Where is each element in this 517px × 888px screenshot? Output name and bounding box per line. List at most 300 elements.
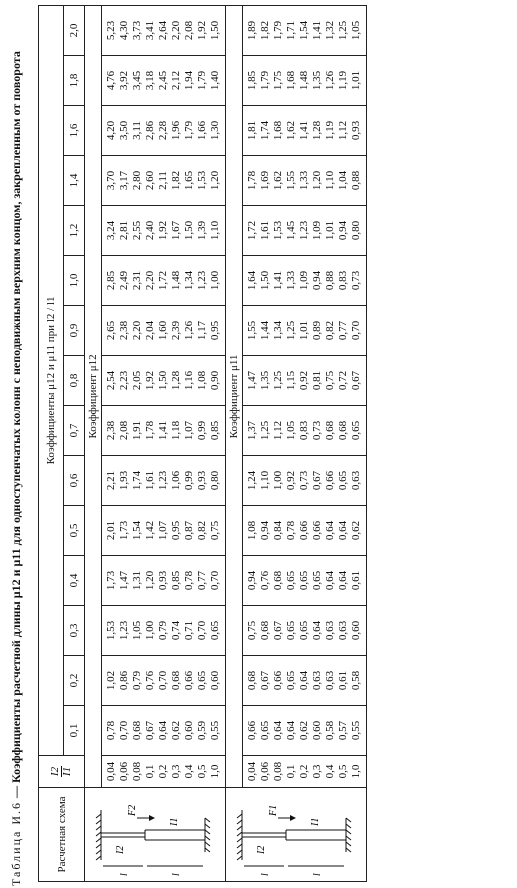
value-cell: 0,55 (209, 706, 226, 756)
value-cell: 1,50 (259, 256, 272, 306)
value-cell: 1,75 (272, 56, 285, 106)
value-cell: 2,08 (183, 5, 196, 55)
value-cell: 0,68 (170, 656, 183, 706)
value-cell: 0,78 (102, 706, 119, 756)
value-cell: 1,25 (272, 356, 285, 406)
value-cell: 1,91 (131, 406, 144, 456)
value-cell: 1,17 (196, 306, 209, 356)
value-cell: 1,39 (196, 206, 209, 256)
value-cell: 1,89 (243, 5, 260, 55)
value-cell: 1,23 (196, 256, 209, 306)
value-cell: 0,94 (243, 556, 260, 606)
value-cell: 1,01 (324, 206, 337, 256)
table-row (144, 5, 157, 881)
value-cell: 1,96 (170, 106, 183, 156)
value-cell: 0,66 (183, 656, 196, 706)
value-cell: 1,25 (337, 5, 350, 55)
value-cell: 0,63 (311, 656, 324, 706)
table-row (196, 5, 209, 881)
column-header: 2,0 (64, 5, 85, 55)
value-cell: 1,31 (131, 556, 144, 606)
value-cell: 1,82 (259, 5, 272, 55)
value-cell: 0,88 (350, 156, 367, 206)
value-cell: 1,94 (183, 56, 196, 106)
value-cell: 1,12 (272, 406, 285, 456)
value-cell: 1,81 (243, 106, 260, 156)
value-cell: 0,62 (298, 706, 311, 756)
value-cell: 1,55 (243, 306, 260, 356)
value-cell: 1,61 (259, 206, 272, 256)
value-cell: 1,73 (118, 506, 131, 556)
value-cell: 0,75 (324, 356, 337, 406)
coefficients-group-header: Коэффициенты μ12 и μ11 при l2 / l1 (39, 5, 64, 755)
value-cell: 2,20 (131, 306, 144, 356)
value-cell: 0,85 (170, 556, 183, 606)
table-row (311, 5, 324, 881)
svg-text:l: l (170, 873, 182, 877)
value-cell: 3,73 (131, 5, 144, 55)
value-cell: 3,70 (102, 156, 119, 206)
value-cell: 1,93 (118, 456, 131, 506)
ratio-cell: 0,2 (157, 756, 170, 788)
value-cell: 0,95 (209, 306, 226, 356)
value-cell: 1,10 (259, 456, 272, 506)
value-cell: 1,23 (157, 456, 170, 506)
column-header: 0,3 (64, 606, 85, 656)
table-row (298, 5, 311, 881)
value-cell: 0,62 (170, 706, 183, 756)
value-cell: 3,45 (131, 56, 144, 106)
value-cell: 2,08 (118, 406, 131, 456)
value-cell: 0,63 (324, 656, 337, 706)
table-row (183, 5, 196, 881)
value-cell: 0,71 (183, 606, 196, 656)
value-cell: 2,20 (144, 256, 157, 306)
value-cell: 2,39 (170, 306, 183, 356)
coefficient-table (38, 5, 367, 882)
value-cell: 1,45 (285, 206, 298, 256)
ratio-cell: 0,06 (259, 756, 272, 788)
value-cell: 0,65 (209, 606, 226, 656)
value-cell: 0,65 (350, 406, 367, 456)
value-cell: 0,66 (243, 706, 260, 756)
value-cell: 0,95 (170, 506, 183, 556)
value-cell: 0,81 (311, 356, 324, 406)
value-cell: 1,68 (272, 106, 285, 156)
value-cell: 1,85 (243, 56, 260, 106)
value-cell: 1,23 (298, 206, 311, 256)
value-cell: 1,33 (285, 256, 298, 306)
value-cell: 1,15 (285, 356, 298, 406)
value-cell: 1,65 (183, 156, 196, 206)
value-cell: 0,67 (350, 356, 367, 406)
section-header-row (85, 5, 102, 881)
column-scheme-icon (234, 789, 356, 881)
value-cell: 0,59 (196, 706, 209, 756)
value-cell: 1,79 (183, 106, 196, 156)
value-cell: 0,68 (243, 656, 260, 706)
value-cell: 0,94 (311, 256, 324, 306)
value-cell: 1,26 (183, 306, 196, 356)
value-cell: 0,66 (272, 656, 285, 706)
value-cell: 0,90 (209, 356, 226, 406)
value-cell: 1,05 (285, 406, 298, 456)
value-cell: 0,99 (183, 456, 196, 506)
value-cell: 0,78 (183, 556, 196, 606)
value-cell: 0,67 (311, 456, 324, 506)
value-cell: 0,65 (311, 556, 324, 606)
value-cell: 1,55 (285, 156, 298, 206)
ratio-cell: 1,0 (350, 756, 367, 788)
value-cell: 0,64 (324, 506, 337, 556)
ratio-cell: 0,04 (243, 756, 260, 788)
value-cell: 1,18 (170, 406, 183, 456)
scheme-header: Расчетная схема (39, 788, 85, 882)
ratio-cell: 0,5 (337, 756, 350, 788)
value-cell: 0,85 (209, 406, 226, 456)
value-cell: 1,78 (144, 406, 157, 456)
value-cell: 0,58 (350, 656, 367, 706)
column-header: 1,8 (64, 56, 85, 106)
ratio-cell: 0,08 (131, 756, 144, 788)
value-cell: 1,07 (183, 406, 196, 456)
column-scheme-icon (93, 789, 215, 881)
table-row (118, 5, 131, 881)
value-cell: 1,50 (157, 356, 170, 406)
value-cell: 1,35 (311, 56, 324, 106)
value-cell: 0,70 (118, 706, 131, 756)
value-cell: 0,75 (209, 506, 226, 556)
value-cell: 1,54 (131, 506, 144, 556)
value-cell: 1,50 (183, 206, 196, 256)
ratio-cell: 0,5 (196, 756, 209, 788)
value-cell: 1,08 (243, 506, 260, 556)
value-cell: 1,62 (272, 156, 285, 206)
value-cell: 1,47 (243, 356, 260, 406)
svg-text:I2: I2 (255, 846, 267, 855)
value-cell: 0,64 (337, 556, 350, 606)
value-cell: 2,85 (102, 256, 119, 306)
value-cell: 0,83 (337, 256, 350, 306)
value-cell: 0,93 (350, 106, 367, 156)
value-cell: 1,62 (285, 106, 298, 156)
value-cell: 0,94 (259, 506, 272, 556)
value-cell: 0,82 (324, 306, 337, 356)
value-cell: 0,65 (298, 556, 311, 606)
value-cell: 0,68 (272, 556, 285, 606)
value-cell: 1,16 (183, 356, 196, 406)
value-cell: 1,08 (196, 356, 209, 406)
scheme-cell (85, 788, 226, 882)
value-cell: 0,93 (196, 456, 209, 506)
value-cell: 1,48 (298, 56, 311, 106)
value-cell: 1,20 (311, 156, 324, 206)
value-cell: 2,64 (157, 5, 170, 55)
value-cell: 1,25 (259, 406, 272, 456)
value-cell: 1,05 (350, 5, 367, 55)
value-cell: 1,07 (157, 506, 170, 556)
value-cell: 2,11 (157, 156, 170, 206)
value-cell: 0,87 (183, 506, 196, 556)
value-cell: 0,82 (196, 506, 209, 556)
value-cell: 0,77 (196, 556, 209, 606)
value-cell: 2,28 (157, 106, 170, 156)
value-cell: 1,53 (272, 206, 285, 256)
svg-text:I1: I1 (309, 818, 321, 827)
value-cell: 0,63 (324, 606, 337, 656)
column-header: 0,2 (64, 656, 85, 706)
value-cell: 1,35 (259, 356, 272, 406)
value-cell: 1,79 (196, 56, 209, 106)
value-cell: 1,19 (324, 106, 337, 156)
value-cell: 1,01 (350, 56, 367, 106)
value-cell: 1,05 (131, 606, 144, 656)
value-cell: 0,86 (118, 656, 131, 706)
value-cell: 1,30 (209, 106, 226, 156)
value-cell: 1,34 (183, 256, 196, 306)
value-cell: 0,68 (324, 406, 337, 456)
column-header: 0,1 (64, 706, 85, 756)
value-cell: 0,65 (196, 656, 209, 706)
value-cell: 1,37 (243, 406, 260, 456)
scheme-cell (226, 788, 367, 882)
value-cell: 0,92 (285, 456, 298, 506)
column-header: 0,5 (64, 506, 85, 556)
table-row (337, 5, 350, 881)
value-cell: 0,77 (337, 306, 350, 356)
value-cell: 0,64 (337, 506, 350, 556)
value-cell: 1,19 (337, 56, 350, 106)
value-cell: 3,17 (118, 156, 131, 206)
value-cell: 0,79 (157, 606, 170, 656)
value-cell: 1,67 (170, 206, 183, 256)
value-cell: 0,65 (285, 556, 298, 606)
value-cell: 0,79 (131, 656, 144, 706)
value-cell: 1,69 (259, 156, 272, 206)
value-cell: 1,41 (311, 5, 324, 55)
value-cell: 2,45 (157, 56, 170, 106)
value-cell: 2,81 (118, 206, 131, 256)
value-cell: 1,72 (157, 256, 170, 306)
value-cell: 0,62 (350, 506, 367, 556)
value-cell: 0,93 (157, 556, 170, 606)
value-cell: 4,30 (118, 5, 131, 55)
value-cell: 3,50 (118, 106, 131, 156)
value-cell: 1,06 (170, 456, 183, 506)
value-cell: 1,74 (259, 106, 272, 156)
value-cell: 4,20 (102, 106, 119, 156)
svg-text:I2: I2 (114, 846, 126, 855)
value-cell: 0,63 (337, 606, 350, 656)
value-cell: 1,64 (243, 256, 260, 306)
value-cell: 0,99 (196, 406, 209, 456)
table-row (157, 5, 170, 881)
ratio-cell: 0,1 (144, 756, 157, 788)
value-cell: 0,80 (350, 206, 367, 256)
value-cell: 1,60 (157, 306, 170, 356)
column-header-row (64, 5, 85, 881)
table-row (170, 5, 183, 881)
ratio-cell: 0,3 (170, 756, 183, 788)
table-row (324, 5, 337, 881)
value-cell: 0,64 (298, 656, 311, 706)
table-row (243, 5, 260, 881)
value-cell: 1,82 (170, 156, 183, 206)
value-cell: 0,65 (337, 456, 350, 506)
value-cell: 0,55 (350, 706, 367, 756)
value-cell: 0,68 (131, 706, 144, 756)
value-cell: 1,09 (298, 256, 311, 306)
value-cell: 0,60 (350, 606, 367, 656)
value-cell: 5,23 (102, 5, 119, 55)
value-cell: 2,40 (144, 206, 157, 256)
svg-text:l: l (259, 873, 271, 877)
value-cell: 1,54 (298, 5, 311, 55)
column-header: 0,4 (64, 556, 85, 606)
column-header: 1,6 (64, 106, 85, 156)
value-cell: 1,00 (144, 606, 157, 656)
value-cell: 1,33 (298, 156, 311, 206)
svg-text:F2: F2 (126, 805, 138, 817)
value-cell: 1,61 (144, 456, 157, 506)
column-header: 0,6 (64, 456, 85, 506)
value-cell: 1,92 (144, 356, 157, 406)
value-cell: 2,20 (170, 5, 183, 55)
value-cell: 1,74 (131, 456, 144, 506)
table-row (272, 5, 285, 881)
value-cell: 2,80 (131, 156, 144, 206)
ratio-cell: 0,06 (118, 756, 131, 788)
value-cell: 2,31 (131, 256, 144, 306)
value-cell: 0,60 (209, 656, 226, 706)
value-cell: 1,04 (337, 156, 350, 206)
value-cell: 0,66 (298, 506, 311, 556)
column-header: 0,9 (64, 306, 85, 356)
value-cell: 1,00 (272, 456, 285, 506)
value-cell: 0,84 (272, 506, 285, 556)
value-cell: 1,28 (170, 356, 183, 406)
value-cell: 1,66 (196, 106, 209, 156)
svg-text:l: l (118, 873, 130, 877)
value-cell: 0,70 (157, 656, 170, 706)
value-cell: 0,76 (259, 556, 272, 606)
value-cell: 1,53 (102, 606, 119, 656)
value-cell: 1,32 (324, 5, 337, 55)
value-cell: 0,78 (285, 506, 298, 556)
value-cell: 2,55 (131, 206, 144, 256)
ratio-cell: 0,4 (183, 756, 196, 788)
value-cell: 0,60 (311, 706, 324, 756)
caption-text: — Коэффициенты расчетной длины μ12 и μ11 для одноступенчатых колонн с неподвижным верхним концом, закрепленным от поворота (9, 51, 23, 801)
value-cell: 3,18 (144, 56, 157, 106)
value-cell: 2,38 (102, 406, 119, 456)
value-cell: 1,68 (285, 56, 298, 106)
value-cell: 0,74 (170, 606, 183, 656)
value-cell: 1,10 (209, 206, 226, 256)
value-cell: 0,73 (350, 256, 367, 306)
ratio-numerator: I2 (49, 766, 61, 777)
value-cell: 0,64 (324, 556, 337, 606)
value-cell: 2,05 (131, 356, 144, 406)
column-header: 1,4 (64, 156, 85, 206)
value-cell: 0,60 (183, 706, 196, 756)
column-header: 1,2 (64, 206, 85, 256)
value-cell: 2,12 (170, 56, 183, 106)
value-cell: 0,67 (272, 606, 285, 656)
value-cell: 1,40 (209, 56, 226, 106)
table-caption (10, 6, 23, 886)
value-cell: 2,21 (102, 456, 119, 506)
column-header: 0,8 (64, 356, 85, 406)
value-cell: 0,61 (350, 556, 367, 606)
value-cell: 2,60 (144, 156, 157, 206)
svg-text:F1: F1 (267, 805, 279, 817)
value-cell: 0,76 (144, 656, 157, 706)
value-cell: 1,20 (144, 556, 157, 606)
value-cell: 1,73 (102, 556, 119, 606)
value-cell: 0,67 (259, 656, 272, 706)
value-cell: 0,65 (298, 606, 311, 656)
value-cell: 0,67 (144, 706, 157, 756)
value-cell: 1,28 (311, 106, 324, 156)
value-cell: 0,72 (337, 356, 350, 406)
value-cell: 0,64 (311, 606, 324, 656)
column-header: 0,7 (64, 406, 85, 456)
value-cell: 1,79 (272, 5, 285, 55)
value-cell: 1,71 (285, 5, 298, 55)
value-cell: 0,64 (272, 706, 285, 756)
value-cell: 0,70 (209, 556, 226, 606)
value-cell: 3,24 (102, 206, 119, 256)
value-cell: 2,49 (118, 256, 131, 306)
value-cell: 0,83 (298, 406, 311, 456)
ratio-cell: 0,08 (272, 756, 285, 788)
value-cell: 1,25 (285, 306, 298, 356)
table-row (285, 5, 298, 881)
value-cell: 1,42 (144, 506, 157, 556)
ratio-cell: 0,04 (102, 756, 119, 788)
value-cell: 1,41 (272, 256, 285, 306)
value-cell: 0,63 (350, 456, 367, 506)
value-cell: 0,80 (209, 456, 226, 506)
value-cell: 0,57 (337, 706, 350, 756)
value-cell: 0,70 (196, 606, 209, 656)
value-cell: 0,68 (259, 606, 272, 656)
value-cell: 2,01 (102, 506, 119, 556)
value-cell: 1,92 (196, 5, 209, 55)
value-cell: 1,00 (209, 256, 226, 306)
value-cell: 0,70 (350, 306, 367, 356)
value-cell: 0,65 (285, 656, 298, 706)
value-cell: 3,92 (118, 56, 131, 106)
value-cell: 1,47 (118, 556, 131, 606)
table-body (85, 5, 367, 881)
value-cell: 0,65 (259, 706, 272, 756)
value-cell: 1,34 (272, 306, 285, 356)
value-cell: 1,12 (337, 106, 350, 156)
value-cell: 1,02 (102, 656, 119, 706)
value-cell: 1,44 (259, 306, 272, 356)
ratio-header (39, 756, 85, 788)
value-cell: 1,20 (209, 156, 226, 206)
caption-prefix: Таблица И.6 (9, 801, 23, 886)
value-cell: 1,01 (298, 306, 311, 356)
value-cell: 1,79 (259, 56, 272, 106)
value-cell: 1,92 (157, 206, 170, 256)
value-cell: 1,48 (170, 256, 183, 306)
value-cell: 0,64 (157, 706, 170, 756)
svg-text:I1: I1 (168, 818, 180, 827)
